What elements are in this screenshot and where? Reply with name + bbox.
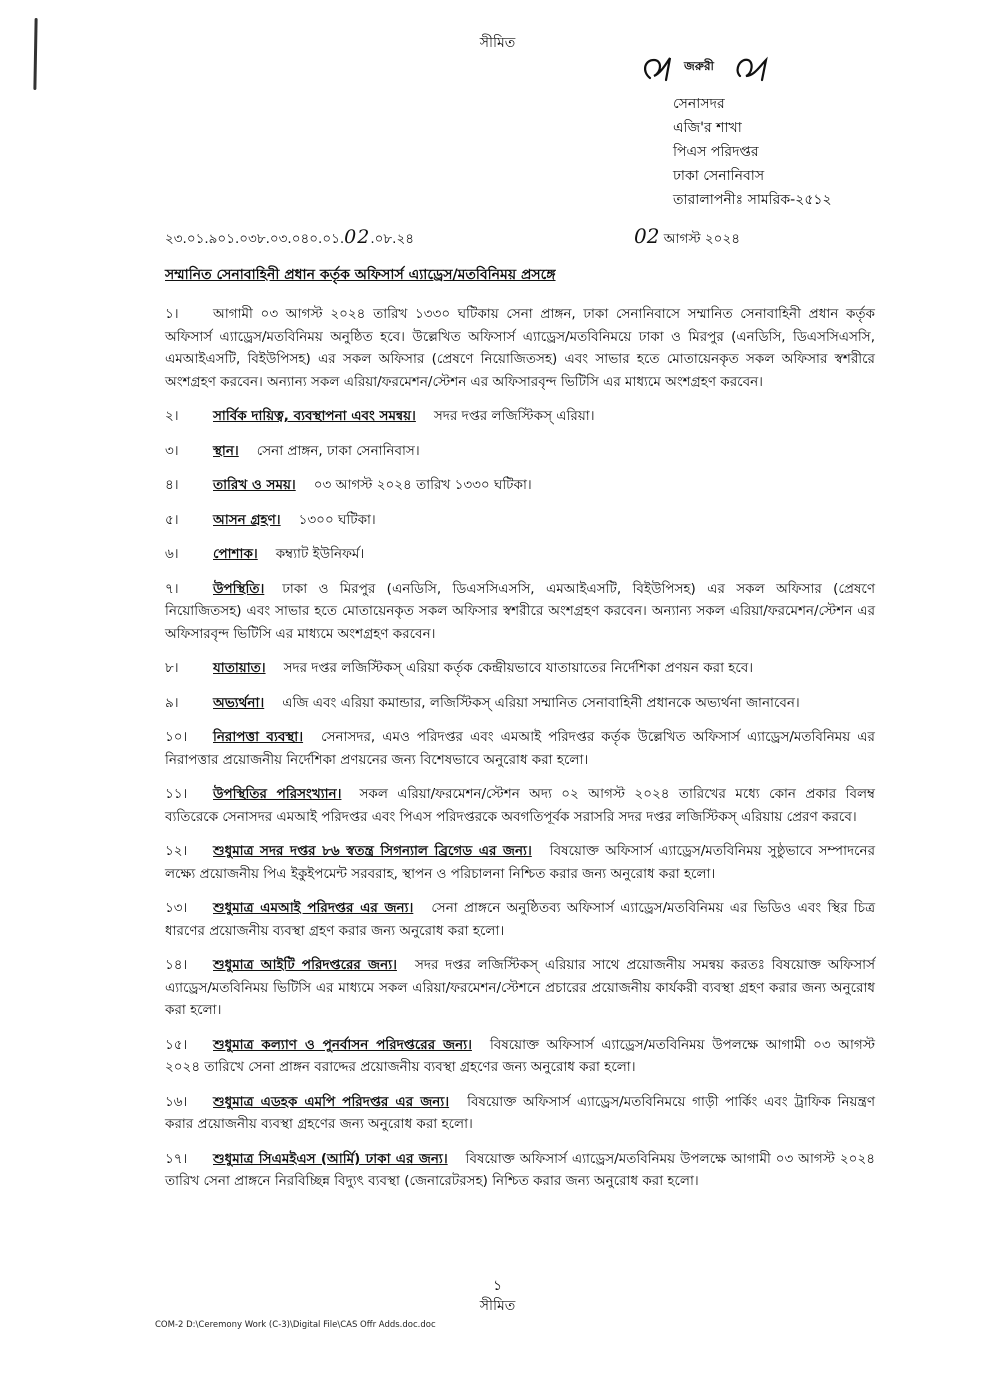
paragraph-heading: শুধুমাত্র কল্যাণ ও পুনর্বাসন পরিদপ্তরের জন্য। (213, 1036, 472, 1053)
paragraph-number: ৮। (165, 660, 179, 676)
paragraph (165, 692, 875, 715)
urgent-label: জরুরী (684, 59, 714, 73)
paragraph (165, 1034, 875, 1079)
paragraph-number: ১১। (165, 786, 188, 802)
paragraph-text: বিষয়োক্ত অফিসার্স এ্যাড্রেস/মতবিনিময় সুষ্ঠুভাবে সম্পাদনের লক্ষ্যে প্রয়োজনীয় পিএ ইকুইপমেন্ট সরবরাহ, স্থাপন ও পরিচালনা নিশ্চিত করার জন্য অনুরোধ করা হলো। (165, 843, 875, 882)
address-line: সেনাসদর (673, 96, 725, 112)
address-line: পিএস পরিদপ্তর (673, 144, 759, 160)
paragraph-number: ৩। (165, 442, 179, 459)
paragraph-number: ৬। (165, 546, 179, 562)
address-line: তারালাপনীঃ সামরিক-২৫১২ (673, 192, 832, 208)
paragraph-heading: শুধুমাত্র সিএমইএস (আর্মি) ঢাকা এর জন্য। (213, 1150, 448, 1167)
paragraph (165, 440, 875, 463)
paragraph-text: কম্ব্যাট ইউনিফর্ম। (275, 546, 365, 562)
document-date (634, 224, 740, 251)
paragraph-text: ঢাকা ও মিরপুর (এনডিসি, ডিএসসিএসসি, এমআইএসটি, বিইউপিসহ) এর সকল অফিসার (প্রেষণে নিয়োজিতসহ) এবং সাভার হতে মোতায়েনকৃত সকল অফিসার স্বশরীরে অংশগ্রহণ করবেন। অন্যান্য সকল এরিয়া/ফরমেশন/স্টেশন এর অফিসারবৃন্দ ভিটিসি এর মাধ্যমে অংশগ্রহণ করবেন। (165, 580, 875, 642)
paragraph-number: ২। (165, 408, 179, 424)
reference-suffix: .০৮.২৪ (370, 231, 415, 247)
paragraph-number: ১৭। (165, 1150, 188, 1167)
paragraph-heading: স্থান। (213, 442, 239, 459)
paragraph-heading: পোশাক। (213, 546, 258, 562)
date-printed: আগস্ট ২০২৪ (663, 231, 740, 247)
paragraph-heading: উপস্থিতির পরিসংখ্যান। (213, 786, 342, 802)
paragraph-number: ৭। (165, 580, 179, 597)
paragraph-number: ১। (165, 306, 179, 322)
paragraph-heading: যাতায়াত। (213, 660, 266, 676)
paragraph-heading: আসন গ্রহণ। (213, 511, 281, 528)
urgent-stamp (636, 52, 776, 86)
paragraph (165, 897, 875, 942)
classification-top: সীমিত (479, 35, 516, 51)
paragraph-heading: তারিখ ও সময়। (213, 477, 296, 493)
address-line: ঢাকা সেনানিবাস (673, 168, 765, 184)
file-path-footer: COM-2 D:\Ceremony Work (C-3)\Digital File\CAS Offr Adds.doc.doc (155, 1320, 436, 1330)
paragraph-text: এজি এবং এরিয়া কমান্ডার, লজিস্টিকস্ এরিয়া সম্মানিত সেনাবাহিনী প্রধানকে অভ্যর্থনা জানাবেন। (282, 694, 800, 711)
document-body (165, 303, 875, 1205)
paragraph-heading: শুধুমাত্র এমআই পরিদপ্তর এর জন্য। (213, 900, 414, 916)
paragraph (165, 657, 875, 680)
reference-handwritten: 02 (344, 226, 371, 248)
paragraph-text: বিষয়োক্ত অফিসার্স এ্যাড্রেস/মতবিনিময় উপলক্ষে আগামী ০৩ আগস্ট ২০২৪ তারিখ সেনা প্রাঙ্গনে নিরবিচ্ছিন্ন বিদ্যুৎ ব্যবস্থা (জেনারেটরসহ) নিশ্চিত করার জন্য অনুরোধ করা হলো। (165, 1150, 875, 1189)
paragraph-number: ১০। (165, 729, 188, 745)
paragraph-heading: শুধুমাত্র আইটি পরিদপ্তরের জন্য। (213, 957, 397, 973)
paragraph (165, 303, 875, 393)
reference-number (165, 226, 414, 251)
paragraph-number: ১৪। (165, 957, 188, 973)
paragraph-heading: শুধুমাত্র সদর দপ্তর ৮৬ স্বতন্ত্র সিগন্যাল ব্রিগেড এর জন্য। (213, 843, 532, 859)
paragraph (165, 578, 875, 646)
paragraph (165, 954, 875, 1022)
paragraph-heading: শুধুমাত্র এডহক এমপি পরিদপ্তর এর জন্য। (213, 1093, 450, 1110)
sender-address (673, 92, 832, 212)
date-handwritten: 02 (634, 224, 660, 248)
paragraph-text: সদর দপ্তর লজিস্টিকস্ এরিয়ার সাথে প্রয়োজনীয় সমন্বয় করতঃ বিষয়োক্ত অফিসার্স এ্যাড্রেস/মতবিনিময় ভিটিসি এর মাধ্যমে সকল এরিয়া/ফরমেশন/স্টেশনে প্রচারের প্রয়োজনীয় কার্যকরী ব্যবস্থা গ্রহণ করার জন্য অনুরোধ করা হলো। (165, 957, 875, 1018)
paragraph-text: সকল এরিয়া/ফরমেশন/স্টেশন অদ্য ০২ আগস্ট ২০২৪ তারিখের মধ্যে কোন প্রকার বিলম্ব ব্যতিরেকে সেনাসদর এমআই পরিদপ্তর এবং পিএস পরিদপ্তরকে অবগতিপূর্বক সরাসরি সদর দপ্তর লজিস্টিকস্ এরিয়ায় প্রেরণ করবে। (165, 786, 876, 825)
paragraph-text: বিষয়োক্ত অফিসার্স এ্যাড্রেস/মতবিনিময় উপলক্ষে আগামী ০৩ আগস্ট ২০২৪ তারিখে সেনা প্রাঙ্গন বরাদ্দের প্রয়োজনীয় ব্যবস্থা গ্রহণের জন্য অনুরোধ করা হলো। (165, 1036, 875, 1075)
paragraph-number: ১৩। (165, 900, 188, 916)
paragraph (165, 783, 875, 828)
paragraph-heading: অভ্যর্থনা। (213, 694, 265, 711)
address-line: এজি'র শাখা (673, 120, 742, 136)
paragraph-text: ১৩০০ ঘটিকা। (298, 511, 376, 528)
paragraph-number: ৪। (165, 477, 179, 493)
paragraph-text: আগামী ০৩ আগস্ট ২০২৪ তারিখ ১৩৩০ ঘটিকায় সেনা প্রাঙ্গন, ঢাকা সেনানিবাসে সম্মানিত সেনাবাহিনী প্রধান কর্তৃক অফিসার্স এ্যাড্রেস/মতবিনিময় অনুষ্ঠিত হবে। উল্লেখিত অফিসার্স এ্যাড্রেস/মতবিনিময়ে ঢাকা ও মিরপুর (এনডিসি, ডিএসসিএসসি, এমআইএসটি, বিইউপিসহ) এর সকল অফিসার (প্রেষণে নিয়োজিতসহ) এবং সাভার হতে মোতায়েনকৃত সকল অফিসার স্বশরীরে অংশগ্রহণ করবেন। অন্যান্য সকল এরিয়া/ফরমেশন/স্টেশন এর অফিসারবৃন্দ ভিটিসি এর মাধ্যমে অংশগ্রহণ করবেন। (165, 306, 875, 390)
paragraph-number: ১২। (165, 843, 188, 859)
paragraph (165, 1091, 875, 1136)
paragraph-text: ০৩ আগস্ট ২০২৪ তারিখ ১৩৩০ ঘটিকা। (313, 477, 532, 493)
paragraph-heading: সার্বিক দায়িত্ব, ব্যবস্থাপনা এবং সমন্বয়। (213, 408, 416, 424)
paragraph-text: সদর দপ্তর লজিস্টিকস্ এরিয়া কর্তৃক কেন্দ্রীয়ভাবে যাতায়াতের নির্দেশিকা প্রণয়ন করা হবে। (283, 660, 754, 676)
paragraph-heading: নিরাপত্তা ব্যবস্থা। (213, 729, 304, 745)
paragraph-text: সেনাসদর, এমও পরিদপ্তর এবং এমআই পরিদপ্তর কর্তৃক উল্লেখিত অফিসার্স এ্যাড্রেস/মতবিনিময় এর নিরাপত্তার প্রয়োজনীয় নির্দেশিকা প্রণয়নের জন্য বিশেষভাবে অনুরোধ করা হলো। (165, 729, 875, 768)
paragraph (165, 509, 875, 532)
paragraph-heading: উপস্থিতি। (213, 580, 265, 597)
paragraph-text: সেনা প্রাঙ্গনে অনুষ্ঠিতব্য অফিসার্স এ্যাড্রেস/মতবিনিময় এর ভিডিও এবং স্থির চিত্র ধারণের প্রয়োজনীয় ব্যবস্থা গ্রহণ করার জন্য অনুরোধ করা হলো। (165, 900, 875, 939)
paragraph (165, 543, 875, 566)
paragraph-number: ৫। (165, 511, 179, 528)
paragraph-text: সেনা প্রাঙ্গন, ঢাকা সেনানিবাস। (256, 442, 420, 459)
paragraph (165, 840, 875, 885)
paragraph-number: ১৫। (165, 1036, 188, 1053)
classification-bottom: সীমিত (479, 1298, 516, 1314)
paragraph (165, 726, 875, 771)
paragraph-text: বিষয়োক্ত অফিসার্স এ্যাড্রেস/মতবিনিময়ে গাড়ী পার্কিং এবং ট্রাফিক নিয়ন্ত্রণ করার প্রয়োজনীয় ব্যবস্থা গ্রহণের জন্য অনুরোধ করা হলো। (165, 1093, 875, 1132)
paragraph-number: ১৬। (165, 1093, 188, 1110)
paragraph (165, 1148, 875, 1193)
paragraph (165, 474, 875, 497)
paragraph-text: সদর দপ্তর লজিস্টিকস্ এরিয়া। (433, 408, 595, 424)
subject-line: সম্মানিত সেনাবাহিনী প্রধান কর্তৃক অফিসার্স এ্যাড্রেস/মতবিনিময় প্রসঙ্গে (165, 267, 556, 283)
paragraph (165, 405, 875, 428)
paragraph-number: ৯। (165, 694, 179, 711)
page-number: ১ (492, 1278, 503, 1294)
reference-printed: ২৩.০১.৯০১.০৩৮.০৩.০৪০.০১. (165, 231, 345, 247)
